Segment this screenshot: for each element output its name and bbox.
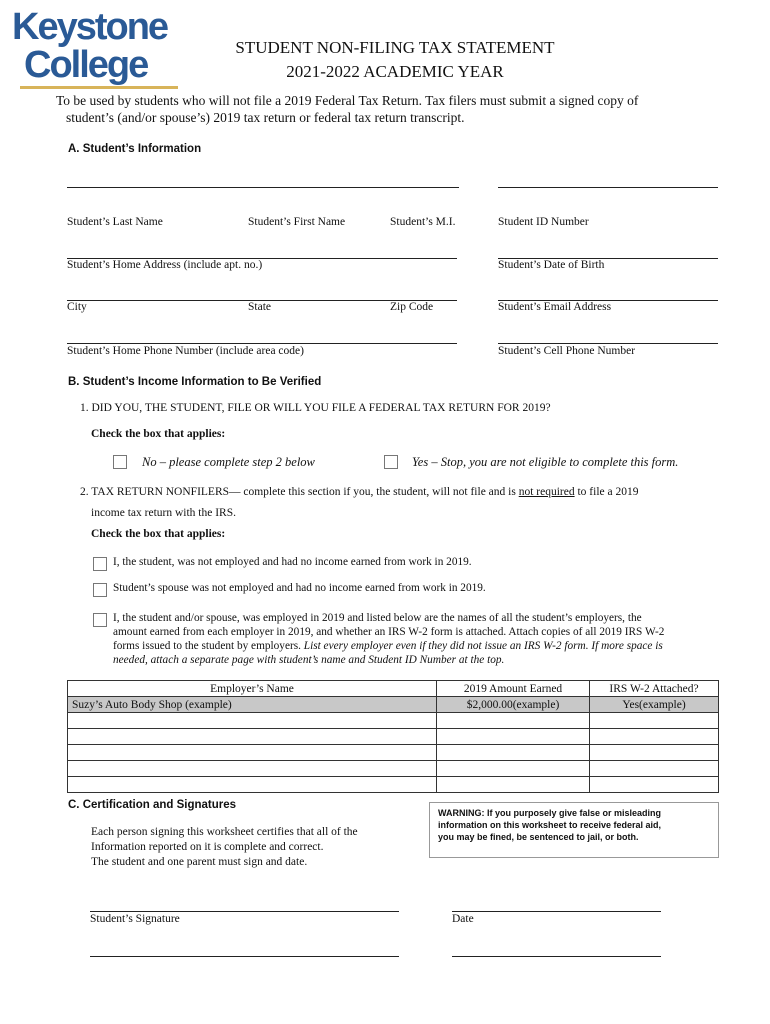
- parent-signature-line[interactable]: [90, 956, 399, 957]
- student-signature-line[interactable]: [90, 911, 399, 912]
- w2-cell[interactable]: [590, 729, 719, 745]
- cell-phone-label: Student’s Cell Phone Number: [498, 345, 636, 357]
- employer-cell[interactable]: [68, 729, 437, 745]
- amount-cell[interactable]: [437, 761, 590, 777]
- w2-cell[interactable]: [590, 777, 719, 793]
- college-logo: [12, 6, 182, 90]
- title-line-1: STUDENT NON-FILING TAX STATEMENT: [235, 38, 555, 57]
- q2-option3-line3-italic: List every employer even if they did not issue an IRS W-2 form. If more space is: [303, 640, 663, 652]
- intro-line-1: To be used by students who will not file a 2019 Federal Tax Return. Tax filers must submit a signed copy of: [56, 93, 639, 108]
- logo-text-line1: Keystone: [12, 6, 168, 48]
- q1-no-label: No – please complete step 2 below: [142, 455, 315, 469]
- q1-yes-checkbox[interactable]: [384, 455, 398, 469]
- q2-text-before: 2. TAX RETURN NONFILERS— complete this section if you, the student, will not file and is: [80, 486, 519, 498]
- q2-option3-checkbox[interactable]: [93, 613, 107, 627]
- student-id-label: Student ID Number: [498, 216, 589, 228]
- amount-cell[interactable]: [437, 777, 590, 793]
- form-title: [205, 36, 585, 84]
- q1-yes-label: Yes – Stop, you are not eligible to complete this form.: [412, 455, 679, 469]
- cell-phone-line[interactable]: [498, 343, 718, 344]
- q2-option2-label: Student’s spouse was not employed and had no income earned from work in 2019.: [113, 582, 486, 594]
- q2-text-after: to file a 2019: [574, 486, 639, 498]
- employer-cell[interactable]: [68, 745, 437, 761]
- amount-cell[interactable]: [437, 713, 590, 729]
- q2-option1-label: I, the student, was not employed and had no income earned from work in 2019.: [113, 556, 472, 568]
- table-header-row: [68, 681, 719, 697]
- home-phone-line[interactable]: [67, 343, 457, 344]
- employer-table: [67, 680, 719, 793]
- table-row[interactable]: [68, 713, 719, 729]
- table-row[interactable]: [68, 745, 719, 761]
- table-row[interactable]: [68, 729, 719, 745]
- employer-cell[interactable]: [68, 761, 437, 777]
- mi-label: Student’s M.I.: [390, 216, 456, 228]
- student-signature-label: Student’s Signature: [90, 913, 180, 925]
- logo-text-line2: College: [24, 44, 148, 86]
- dob-label: Student’s Date of Birth: [498, 259, 605, 271]
- warning-line-1: WARNING: If you purposely give false or misleading: [438, 808, 662, 818]
- cert-line-3: The student and one parent must sign and date.: [91, 856, 308, 868]
- q2-option3-line4: needed, attach a separate page with student’s name and Student ID Number at the top.: [113, 654, 505, 666]
- state-label: State: [248, 301, 271, 313]
- warning-line-3: you may be fined, be sentenced to jail, or both.: [438, 832, 639, 842]
- warning-line-2: information on this worksheet to receive federal aid,: [438, 820, 662, 830]
- logo-underline: [20, 86, 178, 89]
- table-row[interactable]: [68, 761, 719, 777]
- w2-cell[interactable]: [590, 745, 719, 761]
- employer-cell[interactable]: [68, 777, 437, 793]
- q2-option1-checkbox[interactable]: [93, 557, 107, 571]
- q2-option2-checkbox[interactable]: [93, 583, 107, 597]
- w2-cell[interactable]: [590, 713, 719, 729]
- q1-no-checkbox[interactable]: [113, 455, 127, 469]
- cert-line-1: Each person signing this worksheet certifies that all of the: [91, 826, 358, 838]
- question-2: [80, 486, 638, 498]
- q2-option3-line3-plain: forms issued to the student by employers.: [113, 640, 304, 652]
- student-date-line[interactable]: [452, 911, 661, 912]
- example-employer: Suzy’s Auto Body Shop (example): [68, 697, 437, 713]
- first-name-label: Student’s First Name: [248, 216, 346, 228]
- q2-check-prompt: Check the box that applies:: [91, 528, 226, 540]
- question-1: 1. DID YOU, THE STUDENT, FILE OR WILL YOU FILE A FEDERAL TAX RETURN FOR 2019?: [80, 402, 551, 414]
- email-label: Student’s Email Address: [498, 301, 612, 313]
- home-phone-label: Student’s Home Phone Number (include area code): [67, 345, 304, 357]
- header-employer: Employer’s Name: [68, 681, 437, 697]
- q2-option3-line3: [113, 639, 753, 653]
- q2-option3-line2: amount earned from each employer in 2019, and whether an IRS W-2 form is attached. Attach copies of all 2019 IRS W-2: [113, 626, 665, 638]
- amount-cell[interactable]: [437, 729, 590, 745]
- intro-text: [56, 92, 756, 126]
- city-label: City: [67, 301, 87, 313]
- section-b-heading: B. Student’s Income Information to Be Verified: [68, 376, 322, 388]
- section-c-heading: C. Certification and Signatures: [68, 799, 237, 811]
- cert-line-2: Information reported on it is complete and correct.: [91, 841, 324, 853]
- q2-option3-label: [113, 611, 753, 667]
- section-a-heading: A. Student’s Information: [68, 143, 202, 155]
- name-line[interactable]: [67, 187, 459, 188]
- certification-text: [91, 825, 411, 870]
- date-label: Date: [452, 913, 474, 925]
- header-w2: IRS W-2 Attached?: [590, 681, 719, 697]
- q1-check-prompt: Check the box that applies:: [91, 428, 226, 440]
- example-amount: $2,000.00(example): [437, 697, 590, 713]
- last-name-label: Student’s Last Name: [67, 216, 163, 228]
- w2-cell[interactable]: [590, 761, 719, 777]
- home-address-label: Student’s Home Address (include apt. no.): [67, 259, 263, 271]
- table-row[interactable]: [68, 777, 719, 793]
- q2-text-underlined: not required: [518, 486, 575, 498]
- example-w2: Yes(example): [590, 697, 719, 713]
- amount-cell[interactable]: [437, 745, 590, 761]
- student-id-line[interactable]: [498, 187, 718, 188]
- question-2-line2: income tax return with the IRS.: [91, 507, 236, 519]
- q2-option3-line1: I, the student and/or spouse, was employed in 2019 and listed below are the names of all the student’s employers, the: [113, 612, 642, 624]
- header-amount: 2019 Amount Earned: [437, 681, 590, 697]
- intro-line-2: student’s (and/or spouse’s) 2019 tax return or federal tax return transcript.: [66, 110, 465, 125]
- warning-box: [429, 802, 719, 858]
- parent-date-line[interactable]: [452, 956, 661, 957]
- zip-label: Zip Code: [390, 301, 434, 313]
- employer-cell[interactable]: [68, 713, 437, 729]
- title-line-2: 2021-2022 ACADEMIC YEAR: [286, 62, 504, 81]
- table-row-example: [68, 697, 719, 713]
